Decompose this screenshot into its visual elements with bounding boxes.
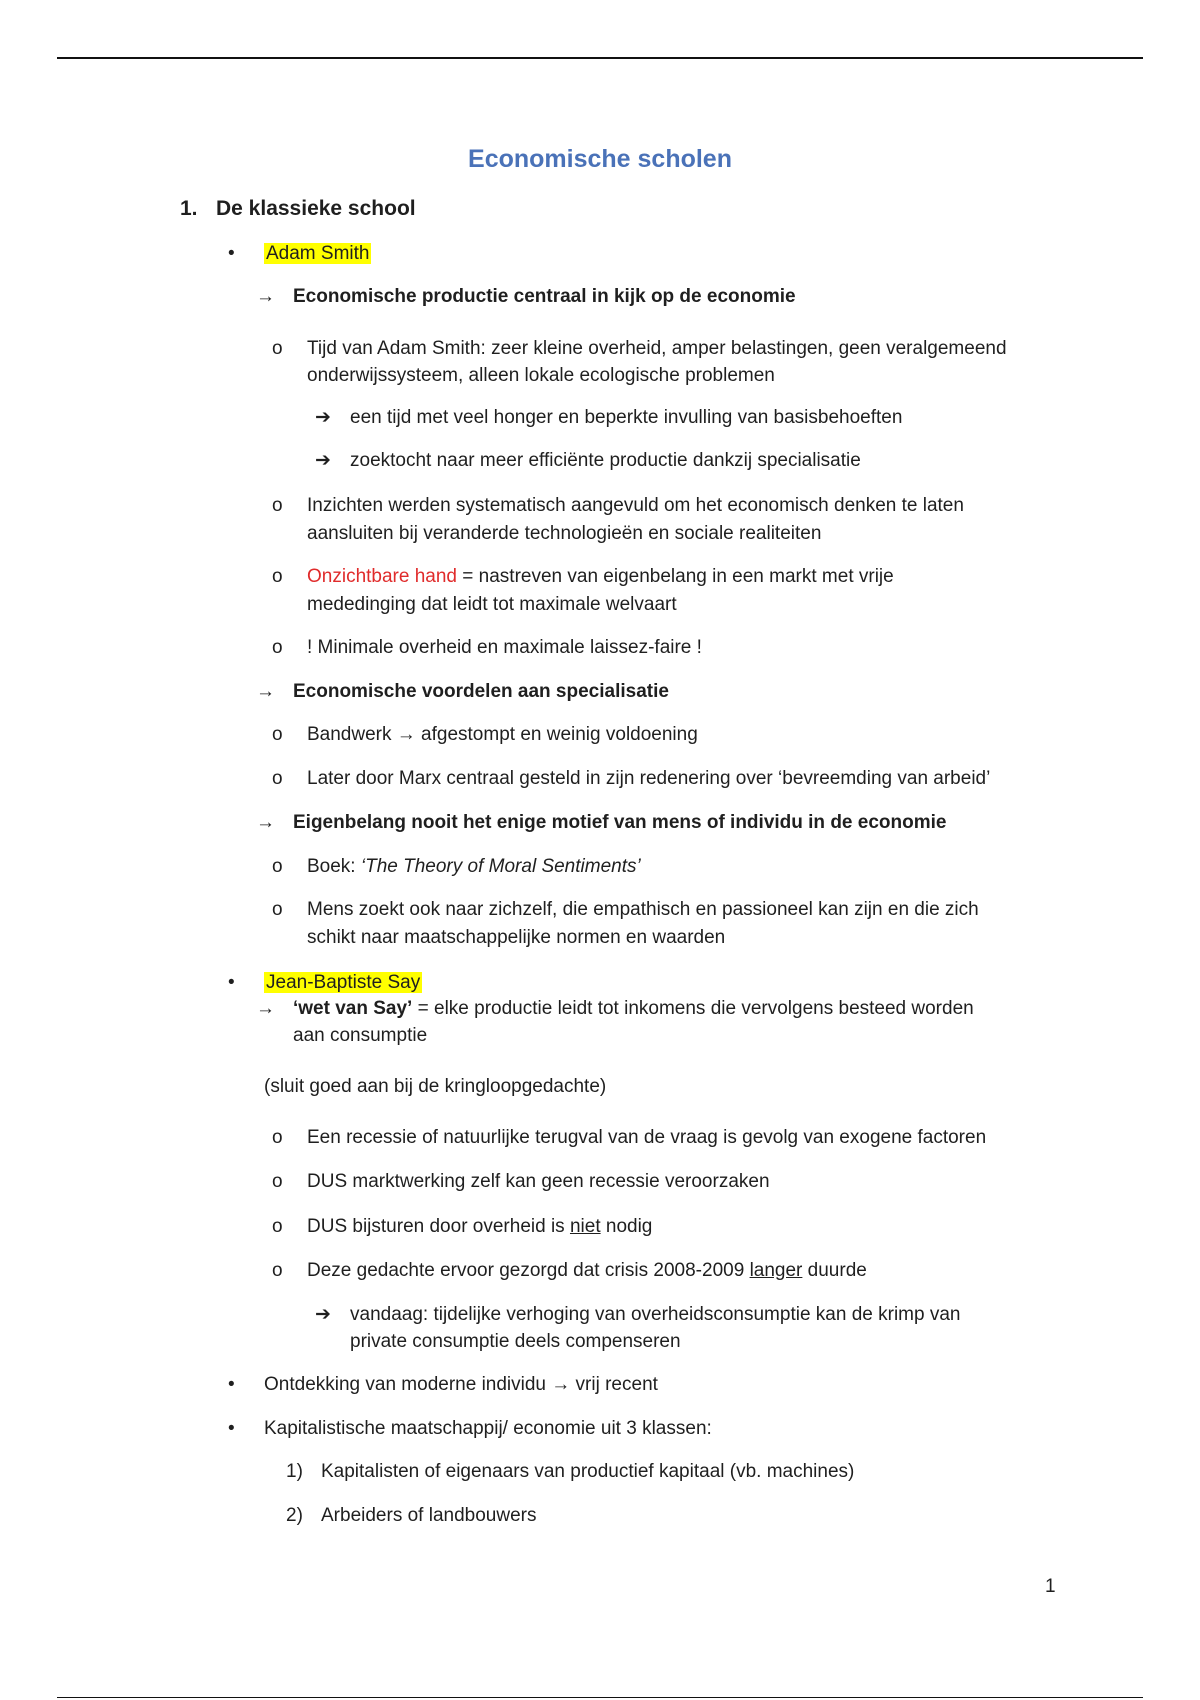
term-onzichtbare-hand: Onzichtbare hand (307, 566, 457, 587)
bold-arrow-icon: ➔ (315, 407, 331, 428)
circle-bullet-icon: o (272, 768, 283, 789)
text-line: aansluiten bij veranderde technologieën en sociale realiteiten (307, 523, 822, 544)
subheading-self-interest: Eigenbelang nooit het enige motief van mens of individu in de economie (293, 812, 947, 833)
subheading-specialisation: Economische voordelen aan specialisatie (293, 681, 669, 702)
text-line: zoektocht naar meer efficiënte productie dankzij specialisatie (350, 450, 861, 471)
bold-arrow-icon: ➔ (315, 450, 331, 471)
bold-arrow-icon: ➔ (315, 1304, 331, 1325)
highlight-jean-baptiste-say: Jean-Baptiste Say (266, 972, 421, 993)
term-wet-van-say: ‘wet van Say’ (293, 998, 413, 1019)
text-line: Een recessie of natuurlijke terugval van de vraag is gevolg van exogene factoren (307, 1127, 987, 1148)
header-rule (57, 57, 1143, 59)
circle-bullet-icon: o (272, 899, 283, 920)
highlight-adam-smith: Adam Smith (266, 243, 370, 264)
text-line: een tijd met veel honger en beperkte invulling van basisbehoeften (350, 407, 903, 428)
arrow-icon: → (256, 681, 275, 702)
section-heading: De klassieke school (216, 197, 416, 220)
bullet-icon: • (228, 1374, 235, 1395)
text-line: Later door Marx centraal gesteld in zijn redenering over ‘bevreemding van arbeid’ (307, 768, 991, 789)
text-span: Deze gedachte ervoor gezorgd dat crisis 2008-2009 (307, 1260, 750, 1281)
text-line: mededinging dat leidt tot maximale welvaart (307, 594, 677, 615)
text-line: Tijd van Adam Smith: zeer kleine overheid, amper belastingen, geen veralgemeend (307, 338, 1007, 359)
list-item: Kapitalisten of eigenaars van productief kapitaal (vb. machines) (321, 1461, 855, 1482)
circle-bullet-icon: o (272, 856, 283, 877)
arrow-icon: → (256, 998, 275, 1019)
text-span: = nastreven van eigenbelang in een markt met vrije (457, 566, 894, 587)
circle-bullet-icon: o (272, 637, 283, 658)
circle-bullet-icon: o (272, 724, 283, 745)
circle-bullet-icon: o (272, 1260, 283, 1281)
bullet-icon: • (228, 243, 235, 264)
circle-bullet-icon: o (272, 495, 283, 516)
text-line: aan consumptie (293, 1025, 428, 1046)
footer-rule (57, 1697, 1143, 1698)
subheading-production: Economische productie centraal in kijk op de economie (293, 286, 796, 307)
text-span: DUS bijsturen door overheid is (307, 1216, 570, 1237)
list-item: Arbeiders of landbouwers (321, 1505, 537, 1526)
document-title: Economische scholen (468, 145, 732, 173)
text-line: ! Minimale overheid en maximale laissez-faire ! (307, 637, 702, 658)
circle-bullet-icon: o (272, 566, 283, 587)
list-number: 1) (286, 1461, 303, 1482)
text-line: Mens zoekt ook naar zichzelf, die empathisch en passioneel kan zijn en die zich (307, 899, 979, 920)
text-line: Bandwerk → afgestompt en weinig voldoening (307, 724, 698, 745)
section-number: 1. (180, 197, 198, 220)
text-span: = elke productie leidt tot inkomens die vervolgens besteed worden (412, 998, 974, 1019)
arrow-icon: → (256, 286, 275, 307)
text-line: Ontdekking van moderne individu → vrij recent (264, 1374, 658, 1395)
circle-bullet-icon: o (272, 1127, 283, 1148)
note-text: (sluit goed aan bij de kringloopgedachte) (264, 1076, 607, 1097)
list-number: 2) (286, 1505, 303, 1526)
text-line: onderwijssysteem, alleen lokale ecologische problemen (307, 365, 775, 386)
underlined-word: niet (569, 1216, 601, 1237)
text-line: schikt naar maatschappelijke normen en waarden (307, 927, 726, 948)
text-line: Inzichten werden systematisch aangevuld om het economisch denken te laten (307, 495, 964, 516)
page-number: 1 (1045, 1576, 1056, 1597)
text-line: Kapitalistische maatschappij/ economie uit 3 klassen: (264, 1418, 712, 1439)
bullet-icon: • (228, 1418, 235, 1439)
text-line: DUS marktwerking zelf kan geen recessie veroorzaken (307, 1171, 770, 1192)
text-span: duurde (802, 1260, 867, 1281)
circle-bullet-icon: o (272, 1216, 283, 1237)
text-span: nodig (600, 1216, 653, 1237)
book-title: ‘The Theory of Moral Sentiments’ (360, 856, 641, 877)
text-line: private consumptie deels compenseren (350, 1331, 681, 1352)
circle-bullet-icon: o (272, 338, 283, 359)
underlined-word: langer (749, 1260, 803, 1281)
circle-bullet-icon: o (272, 1171, 283, 1192)
text-line: vandaag: tijdelijke verhoging van overheidsconsumptie kan de krimp van (350, 1304, 961, 1325)
text-span: Boek: (307, 856, 361, 877)
arrow-icon: → (256, 812, 275, 833)
bullet-icon: • (228, 972, 235, 993)
